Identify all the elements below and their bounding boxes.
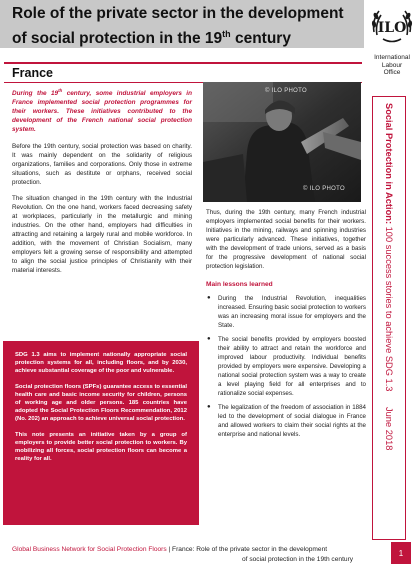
title-line-2: of social protection in the 19 <box>12 30 223 48</box>
lesson-item <box>206 294 366 330</box>
logo-line-1: International <box>374 54 410 61</box>
ilo-emblem-icon <box>369 2 415 48</box>
series-sidebar <box>372 96 406 540</box>
footer-separator: | <box>166 546 173 553</box>
footer-doc-title: France: Role of the private sector in the development <box>172 546 328 553</box>
right-column <box>206 208 366 444</box>
series-date: June 2018 <box>384 406 394 451</box>
series-subtitle: 100 success stories to achieve SDG 1.3 <box>384 224 394 392</box>
bullet-icon: ● <box>207 404 211 410</box>
intro-superscript: th <box>58 88 63 93</box>
series-name: Social Protection in Action: <box>384 103 394 225</box>
body-paragraph: The situation changed in the 19th century with the Industrial Revolution. On the one hand, workers faced decreasing safety at workplaces, particularly in the metallurgic and mining industries. On the other hand, employers had difficulties in attracting and retaining a largely rural and mobile workforce. In addition, with the movement of Christian Socialism, many employers felt a growing sense of responsibility and attempted to align the social justice principles of Christianity with their material interests. <box>12 195 192 275</box>
bullet-icon: ● <box>207 295 211 301</box>
page-title <box>12 4 357 49</box>
photo-credit-top: © ILO PHOTO <box>265 88 307 94</box>
bullet-icon: ● <box>207 336 211 342</box>
lessons-list <box>206 294 366 439</box>
sdg-box-paragraph: SDG 1.3 aims to implement nationally appropriate social protection systems for all, including floors, and by 2030, achieve substantial coverage of the poor and vulnerable. <box>15 352 187 374</box>
sdg-box-paragraph: This note presents an initiative taken by a group of employers to provide better social protection to workers. By mobilizing all forces, social protection floors can become a reality for all. <box>15 432 187 462</box>
country-heading: France <box>12 66 53 80</box>
body-paragraph: Thus, during the 19th century, many French industrial employers implemented social benefits for their workers. Initiatives in the mining, railways and spinning industries were particularly advanced. These initiatives, together with the development of trade unions, served as a basis for the progressive development of national social protection legislation. <box>206 209 366 270</box>
sdg-box-paragraph: Social protection floors (SPFs) guarantee access to essential health care and basic income security for children, persons of working age and older persons. 185 countries have adopted the Social Protection Floors Recommendation, 2012 (No. 202) an approach to achieve universal social protection. <box>15 384 187 422</box>
ilo-logo <box>367 0 417 90</box>
lesson-text: The legalization of the freedom of association in 1884 led to the development of social dialogue in France and allowed workers to claim their social rights at the enterprise and national levels. <box>218 404 366 438</box>
title-line-2-end: century <box>230 30 291 48</box>
intro-paragraph <box>12 86 192 134</box>
logo-caption <box>367 54 417 77</box>
title-superscript: th <box>222 29 231 39</box>
series-sidebar-text <box>384 103 394 533</box>
footer-network-name: Global Business Network for Social Protection Floors <box>12 546 167 553</box>
photo-credit-bottom: © ILO PHOTO <box>303 186 345 192</box>
sdg-info-box <box>3 341 199 525</box>
title-band <box>0 0 364 48</box>
country-heading-bar <box>4 62 362 83</box>
footer-doc-title-line-2: of social protection in the 19th century <box>242 556 354 563</box>
intro-text-end: century, some industrial employers in France implemented social protection programmes for their workers. These initiatives contributed to the development of the French national social protection system. <box>12 90 192 134</box>
lesson-item <box>206 403 366 439</box>
logo-line-3: Office <box>383 69 401 76</box>
lessons-heading: Main lessons learned <box>206 281 273 288</box>
lesson-item <box>206 335 366 398</box>
body-paragraph: Before the 19th century, social protection was based on charity. It was mainly dependent on the solidarity of religious organizations, families and corporations. Only those in extreme situations, such as destitute or orphans, received social protection. <box>12 143 192 187</box>
lesson-text: The social benefits provided by employers boosted their ability to attract and retain the workforce and improved labour productivity. Individual benefits provided by employers were expensive. Developing a national social protection system was a way to create a level playing field for all enterprises and to rationalize social expenses. <box>218 336 366 397</box>
worker-photo <box>203 82 361 202</box>
page-footer <box>12 546 412 555</box>
photo-illustration <box>203 82 361 202</box>
logo-mark-text: ILO <box>377 20 407 36</box>
title-line-1: Role of the private sector in the development <box>12 5 344 22</box>
lesson-text: During the Industrial Revolution, inequalities increased. Ensuring basic social protection to workers was an increasing moral issue for employers and the State. <box>218 295 366 329</box>
intro-text-start: During the 19 <box>12 90 59 98</box>
page-number: 1 <box>391 542 411 564</box>
left-column <box>12 86 192 282</box>
logo-line-2: Labour <box>381 61 403 69</box>
